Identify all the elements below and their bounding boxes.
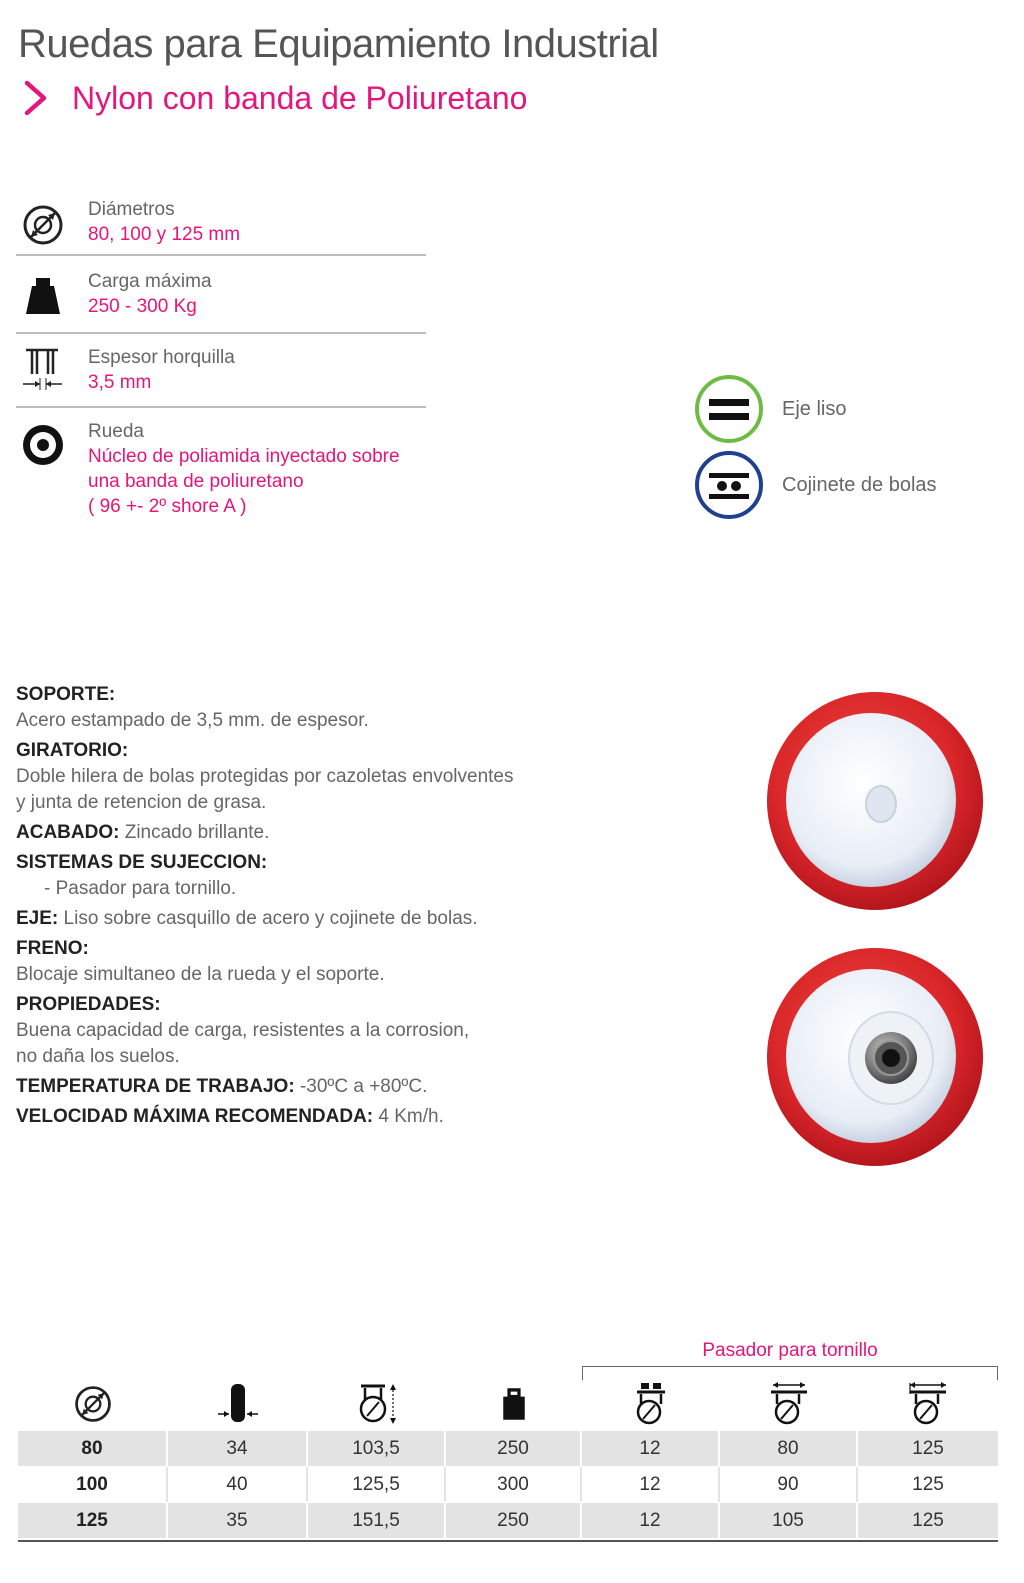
spec-value-line: Núcleo de poliamida inyectado sobre xyxy=(88,446,400,467)
spec-value-line: ( 96 +- 2º shore A ) xyxy=(88,496,247,517)
col-plate-width xyxy=(858,1378,998,1430)
table-cell: 40 xyxy=(168,1467,308,1502)
propiedades-text-1: Buena capacidad de carga, resistentes a la corrosion, xyxy=(16,1020,470,1041)
diameter-icon xyxy=(72,1383,114,1425)
page-subtitle xyxy=(18,78,527,118)
product-description xyxy=(16,682,616,1134)
spec-label: Diámetros xyxy=(88,199,175,220)
table-cell: 12 xyxy=(582,1503,720,1538)
freno-text: Blocaje simultaneo de la rueda y el soporte. xyxy=(16,964,385,985)
axle-legend xyxy=(694,374,937,526)
dimensions-table xyxy=(18,1378,998,1538)
giratorio-text-1: Doble hilera de bolas protegidas por cazoletas envolventes xyxy=(16,766,514,787)
specs-list xyxy=(16,192,426,519)
table-row xyxy=(18,1502,998,1538)
table-cell: 12 xyxy=(582,1467,720,1502)
plate-width-icon xyxy=(906,1382,950,1426)
propiedades-heading: PROPIEDADES: xyxy=(16,994,161,1015)
table-cell: 34 xyxy=(168,1431,308,1466)
weight-icon xyxy=(495,1384,533,1424)
spec-label: Carga máxima xyxy=(88,271,212,292)
table-row xyxy=(18,1466,998,1502)
table-cell: 125,5 xyxy=(308,1467,446,1502)
col-bolt-hole xyxy=(582,1378,720,1430)
wheel-icon xyxy=(20,422,66,468)
table-bottom-rule xyxy=(18,1540,998,1542)
chevron-right-icon xyxy=(18,80,54,116)
table-cell: 105 xyxy=(720,1503,858,1538)
spec-value: 250 - 300 Kg xyxy=(88,296,197,317)
spec-diameter xyxy=(16,192,426,256)
table-row xyxy=(18,1430,998,1466)
spec-label: Espesor horquilla xyxy=(88,347,235,368)
freno-heading: FRENO: xyxy=(16,938,89,959)
col-plate-length xyxy=(720,1378,858,1430)
table-cell: 250 xyxy=(446,1503,582,1538)
bolt-hole-icon xyxy=(629,1382,673,1426)
table-cell: 125 xyxy=(912,1509,944,1531)
subtitle-text: Nylon con banda de Poliuretano xyxy=(72,79,528,116)
ball-bearing-icon xyxy=(694,450,764,520)
soporte-text: Acero estampado de 3,5 mm. de espesor. xyxy=(16,710,369,731)
giratorio-heading: GIRATORIO: xyxy=(16,740,129,761)
page-title: Ruedas para Equipamiento Industrial xyxy=(18,22,659,66)
table-cell: 125 xyxy=(18,1503,168,1538)
spec-value-line: una banda de poliuretano xyxy=(88,471,304,492)
col-height xyxy=(308,1378,446,1430)
sistemas-heading: SISTEMAS DE SUJECCION: xyxy=(16,852,268,873)
table-cell: 250 xyxy=(446,1431,582,1466)
temperature-line: TEMPERATURA DE TRABAJO: -30ºC a +80ºC. xyxy=(16,1076,428,1097)
table-cell: 103,5 xyxy=(308,1431,446,1466)
propiedades-text-2: no daña los suelos. xyxy=(16,1046,180,1067)
table-cell: 12 xyxy=(582,1431,720,1466)
table-cell: 125 xyxy=(912,1437,944,1459)
wheel-width-icon xyxy=(216,1382,260,1426)
diameter-icon xyxy=(20,202,66,248)
speed-line: VELOCIDAD MÁXIMA RECOMENDADA: 4 Km/h. xyxy=(16,1106,444,1127)
height-icon xyxy=(355,1382,399,1426)
table-header xyxy=(18,1378,998,1430)
table-cell: 151,5 xyxy=(308,1503,446,1538)
spec-fork-thickness xyxy=(16,334,426,408)
spec-value: 80, 100 y 125 mm xyxy=(88,224,241,245)
legend-item-plain-axle xyxy=(694,374,937,444)
wheel-ball-bearing-image xyxy=(764,946,986,1168)
weight-icon xyxy=(20,274,66,320)
giratorio-text-2: y junta de retencion de grasa. xyxy=(16,792,267,813)
fork-thickness-icon xyxy=(20,346,66,392)
plain-axle-icon xyxy=(694,374,764,444)
plate-length-icon xyxy=(767,1382,811,1426)
spec-value: 3,5 mm xyxy=(88,372,152,393)
col-wheel-width xyxy=(168,1378,308,1430)
sistemas-text: - Pasador para tornillo. xyxy=(44,878,237,899)
legend-item-ball-bearing xyxy=(694,450,937,520)
table-group-label: Pasador para tornillo xyxy=(702,1340,878,1361)
table-cell: 300 xyxy=(446,1467,582,1502)
col-load xyxy=(446,1378,582,1430)
spec-wheel xyxy=(16,408,426,519)
table-cell: 90 xyxy=(720,1467,858,1502)
acabado-line: ACABADO: Zincado brillante. xyxy=(16,822,270,843)
spec-label: Rueda xyxy=(88,421,144,442)
soporte-heading: SOPORTE: xyxy=(16,684,116,705)
legend-label: Cojinete de bolas xyxy=(782,473,937,496)
table-cell: 125 xyxy=(912,1473,944,1495)
wheel-plain-axle-image xyxy=(764,690,986,912)
table-cell: 80 xyxy=(720,1431,858,1466)
col-diameter xyxy=(18,1378,168,1430)
legend-label: Eje liso xyxy=(782,397,847,420)
table-cell: 100 xyxy=(18,1467,168,1502)
eje-line: EJE: Liso sobre casquillo de acero y cojinete de bolas. xyxy=(16,908,478,929)
table-cell: 80 xyxy=(18,1431,168,1466)
spec-max-load xyxy=(16,256,426,334)
table-cell: 35 xyxy=(168,1503,308,1538)
